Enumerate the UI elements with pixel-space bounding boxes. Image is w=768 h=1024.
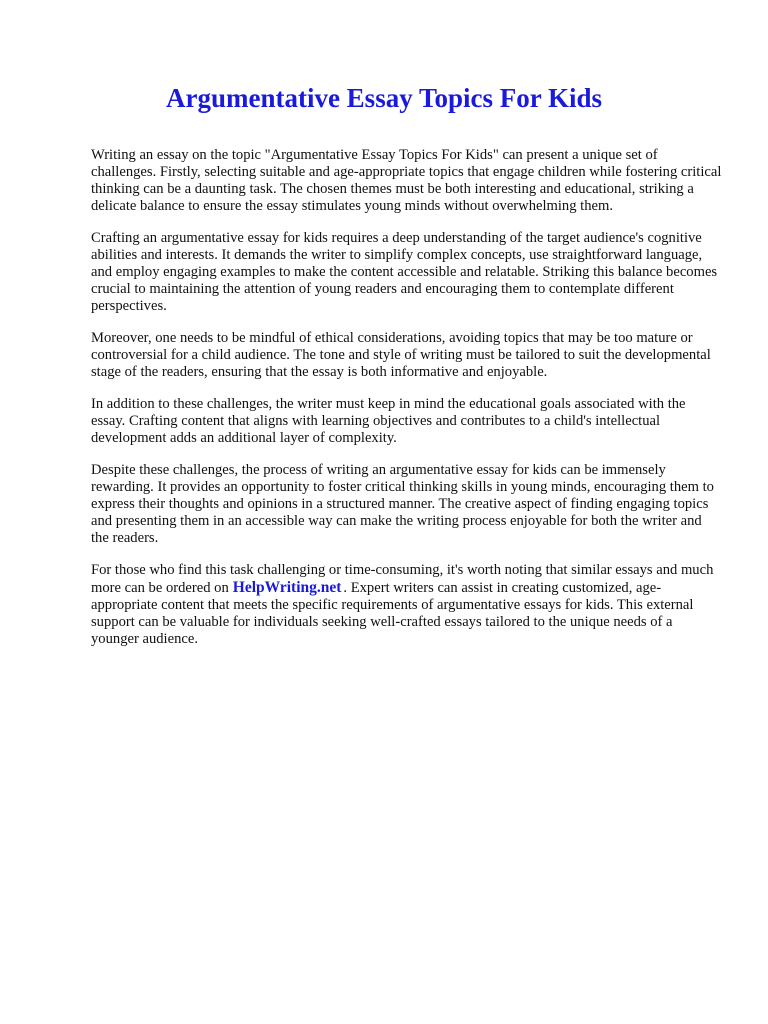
paragraph-6-after-link: . Expert writers can assist in creating customized, age-appropriate content that meets the specific requirements of argumentative essays for kids. This external support can be valuable for individuals seeking well-crafted essays tailored to the unique needs of a younger audience. — [91, 580, 694, 647]
paragraph-4: In addition to these challenges, the writer must keep in mind the educational goals associated with the essay. Crafting content that aligns with learning objectives and contributes to a child's intellectual development adds an additional layer of complexity. — [91, 396, 686, 446]
essay-body — [91, 147, 723, 663]
paragraph-3: Moreover, one needs to be mindful of ethical considerations, avoiding topics that may be too mature or controversial for a child audience. The tone and style of writing must be tailored to suit the developmental stage of the readers, ensuring that the essay is both informative and enjoyable. — [91, 330, 711, 380]
paragraph-6-before-link: For those who find this task challenging or time-consuming, it's worth noting that similar essays and much more can be ordered on — [91, 562, 714, 596]
paragraph-5: Despite these challenges, the process of writing an argumentative essay for kids can be immensely rewarding. It provides an opportunity to foster critical thinking skills in young minds, encouraging them to express their thoughts and opinions in a structured manner. The creative aspect of finding engaging topics and presenting them in an accessible way can make the writing process enjoyable for both the writer and the readers. — [91, 462, 714, 546]
page-title: Argumentative Essay Topics For Kids — [165, 83, 603, 113]
paragraph-2: Crafting an argumentative essay for kids requires a deep understanding of the target audience's cognitive abilities and interests. It demands the writer to simplify complex concepts, use straightforward language, and employ engaging examples to make the content accessible and relatable. Striking this balance becomes crucial to maintaining the attention of young readers and encouraging them to contemplate different perspectives. — [91, 230, 718, 314]
helpwriting-link[interactable]: HelpWriting.net — [232, 579, 342, 596]
paragraph-6 — [91, 562, 723, 648]
paragraph-1: Writing an essay on the topic "Argumentative Essay Topics For Kids" can present a unique set of challenges. Firstly, selecting suitable and age-appropriate topics that engage children while fostering critical thinking can be a daunting task. The chosen themes must be both interesting and educational, striking a delicate balance to ensure the essay stimulates young minds without overwhelming them. — [91, 147, 722, 214]
